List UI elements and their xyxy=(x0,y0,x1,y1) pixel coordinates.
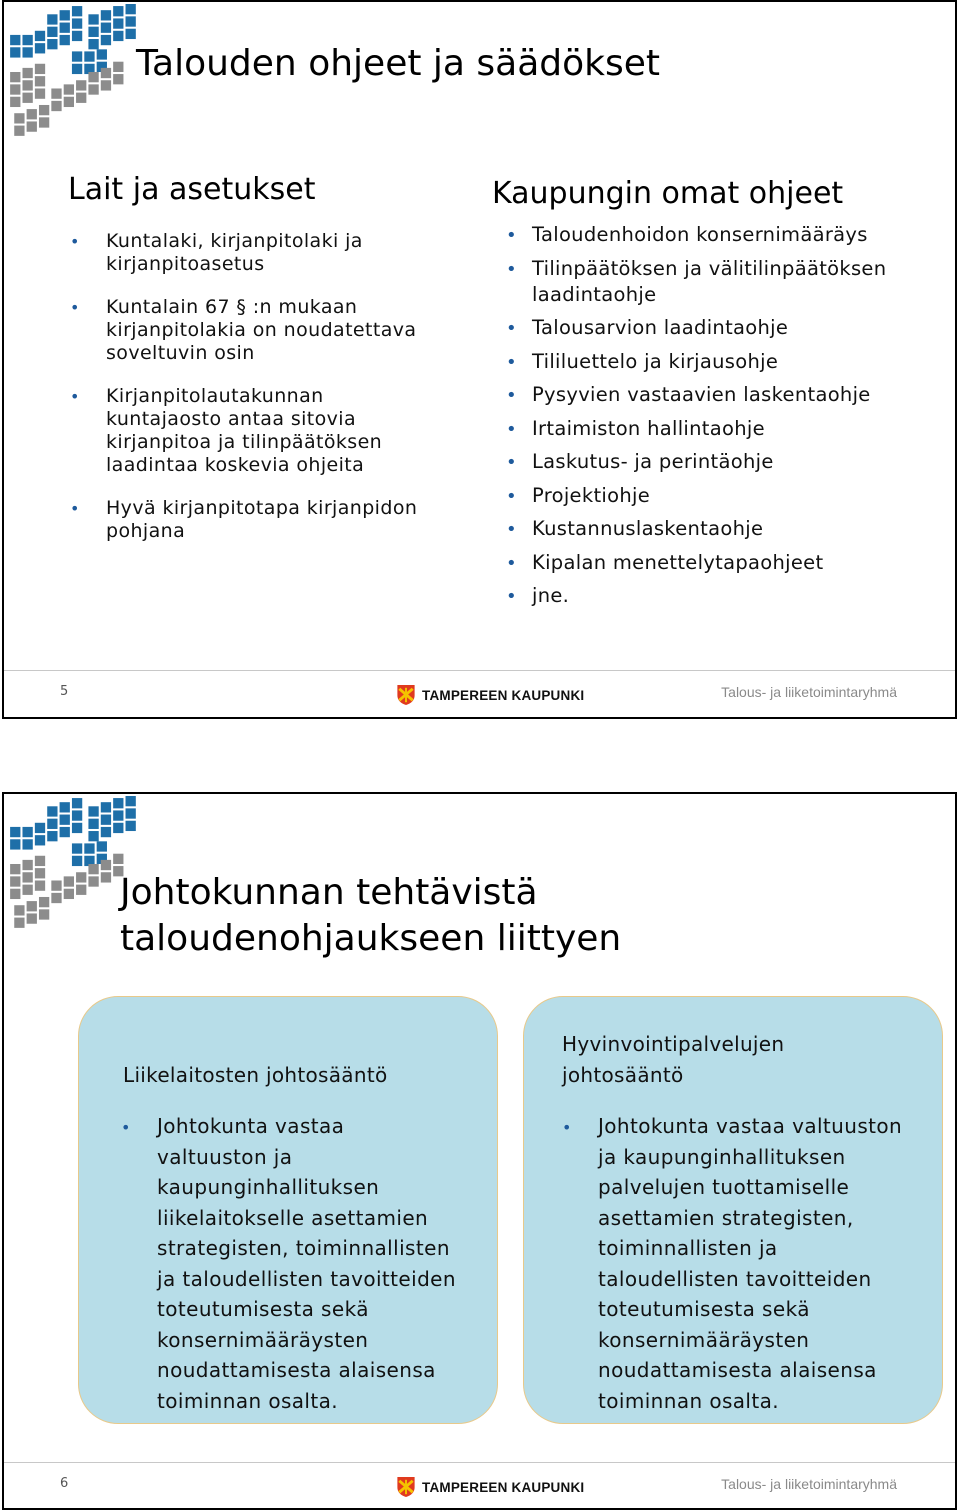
list-item: • Pysyvien vastaavien laskentaohje xyxy=(506,382,946,408)
list-item: • Kuntalaki, kirjanpitolaki ja kirjanpitoasetus xyxy=(70,230,430,276)
list-item: • Kuntalain 67 § :n mukaan kirjanpitolakia on noudatettava soveltuvin osin xyxy=(70,296,430,365)
slide-1 xyxy=(2,0,957,719)
left-column-heading: Lait ja asetukset xyxy=(68,172,316,207)
slide-2 xyxy=(2,792,957,1510)
card-hyvinvointipalvelut xyxy=(523,996,943,1424)
list-item: • Kirjanpitolautakunnan kuntajaosto antaa sitovia kirjanpitoa ja tilinpäätöksen laadintaa koskevia ohjeita xyxy=(70,385,430,477)
list-item: • Irtaimiston hallintaohje xyxy=(506,416,946,442)
card-title: Liikelaitosten johtosääntö xyxy=(123,1063,388,1087)
right-column-heading: Kaupungin omat ohjeet xyxy=(492,176,844,211)
list-item: • jne. xyxy=(506,583,946,609)
tampere-grid-logo-icon xyxy=(8,4,140,140)
page-number: 6 xyxy=(60,1476,69,1491)
footer-logo-text: TAMPEREEN KAUPUNKI xyxy=(422,1479,585,1495)
city-guidelines-list xyxy=(506,222,946,617)
footer-department: Talous- ja liiketoimintaryhmä xyxy=(721,1476,897,1492)
list-item: • Tililuettelo ja kirjausohje xyxy=(506,349,946,375)
slide-title xyxy=(120,870,621,962)
list-item: • Projektiohje xyxy=(506,483,946,509)
list-item: • Johtokunta vastaa valtuuston ja kaupunginhallituksen palvelujen tuottamiselle asettamien strategisten, toiminnallisten ja taloudellisten tavoitteiden toteutumisesta sekä konsernimääräysten noudattamisesta alaisensa toiminnan osalta. xyxy=(562,1111,908,1416)
list-item: • Hyvä kirjanpitotapa kirjanpidon pohjana xyxy=(70,497,430,543)
slide-title-line-1: Johtokunnan tehtävistä xyxy=(120,872,538,913)
footer-divider xyxy=(4,670,955,671)
footer-logo xyxy=(396,684,586,706)
slide-title: Talouden ohjeet ja säädökset xyxy=(136,43,661,84)
slide-title-line-2: taloudenohjaukseen liittyen xyxy=(120,918,622,959)
list-item: • Kipalan menettelytapaohjeet xyxy=(506,550,946,576)
list-item: • Laskutus- ja perintäohje xyxy=(506,449,946,475)
tampere-crest-icon xyxy=(396,684,416,706)
list-item: • Johtokunta vastaa valtuuston ja kaupunginhallituksen liikelaitokselle asettamien strategisten, toiminnallisten ja taloudellisten tavoitteiden toteutumisesta sekä konsernimääräysten noudattamisesta alaisensa toiminnan osalta. xyxy=(121,1111,457,1416)
tampere-crest-icon xyxy=(396,1476,416,1498)
list-item: • Tilinpäätöksen ja välitilinpäätöksen laadintaohje xyxy=(506,256,946,308)
card-liikelaitokset xyxy=(78,996,498,1424)
list-item: • Kustannuslaskentaohje xyxy=(506,516,946,542)
footer-logo xyxy=(396,1476,586,1498)
list-item: • Taloudenhoidon konsernimääräys xyxy=(506,222,946,248)
card-list xyxy=(562,1111,908,1416)
card-list xyxy=(121,1111,457,1416)
laws-list xyxy=(70,230,430,563)
page-number: 5 xyxy=(60,684,69,699)
card-title: Hyvinvointipalvelujen johtosääntö xyxy=(562,1032,785,1087)
footer-divider xyxy=(4,1462,955,1463)
footer-department: Talous- ja liiketoimintaryhmä xyxy=(721,684,897,700)
footer-logo-text: TAMPEREEN KAUPUNKI xyxy=(422,687,585,703)
list-item: • Talousarvion laadintaohje xyxy=(506,315,946,341)
